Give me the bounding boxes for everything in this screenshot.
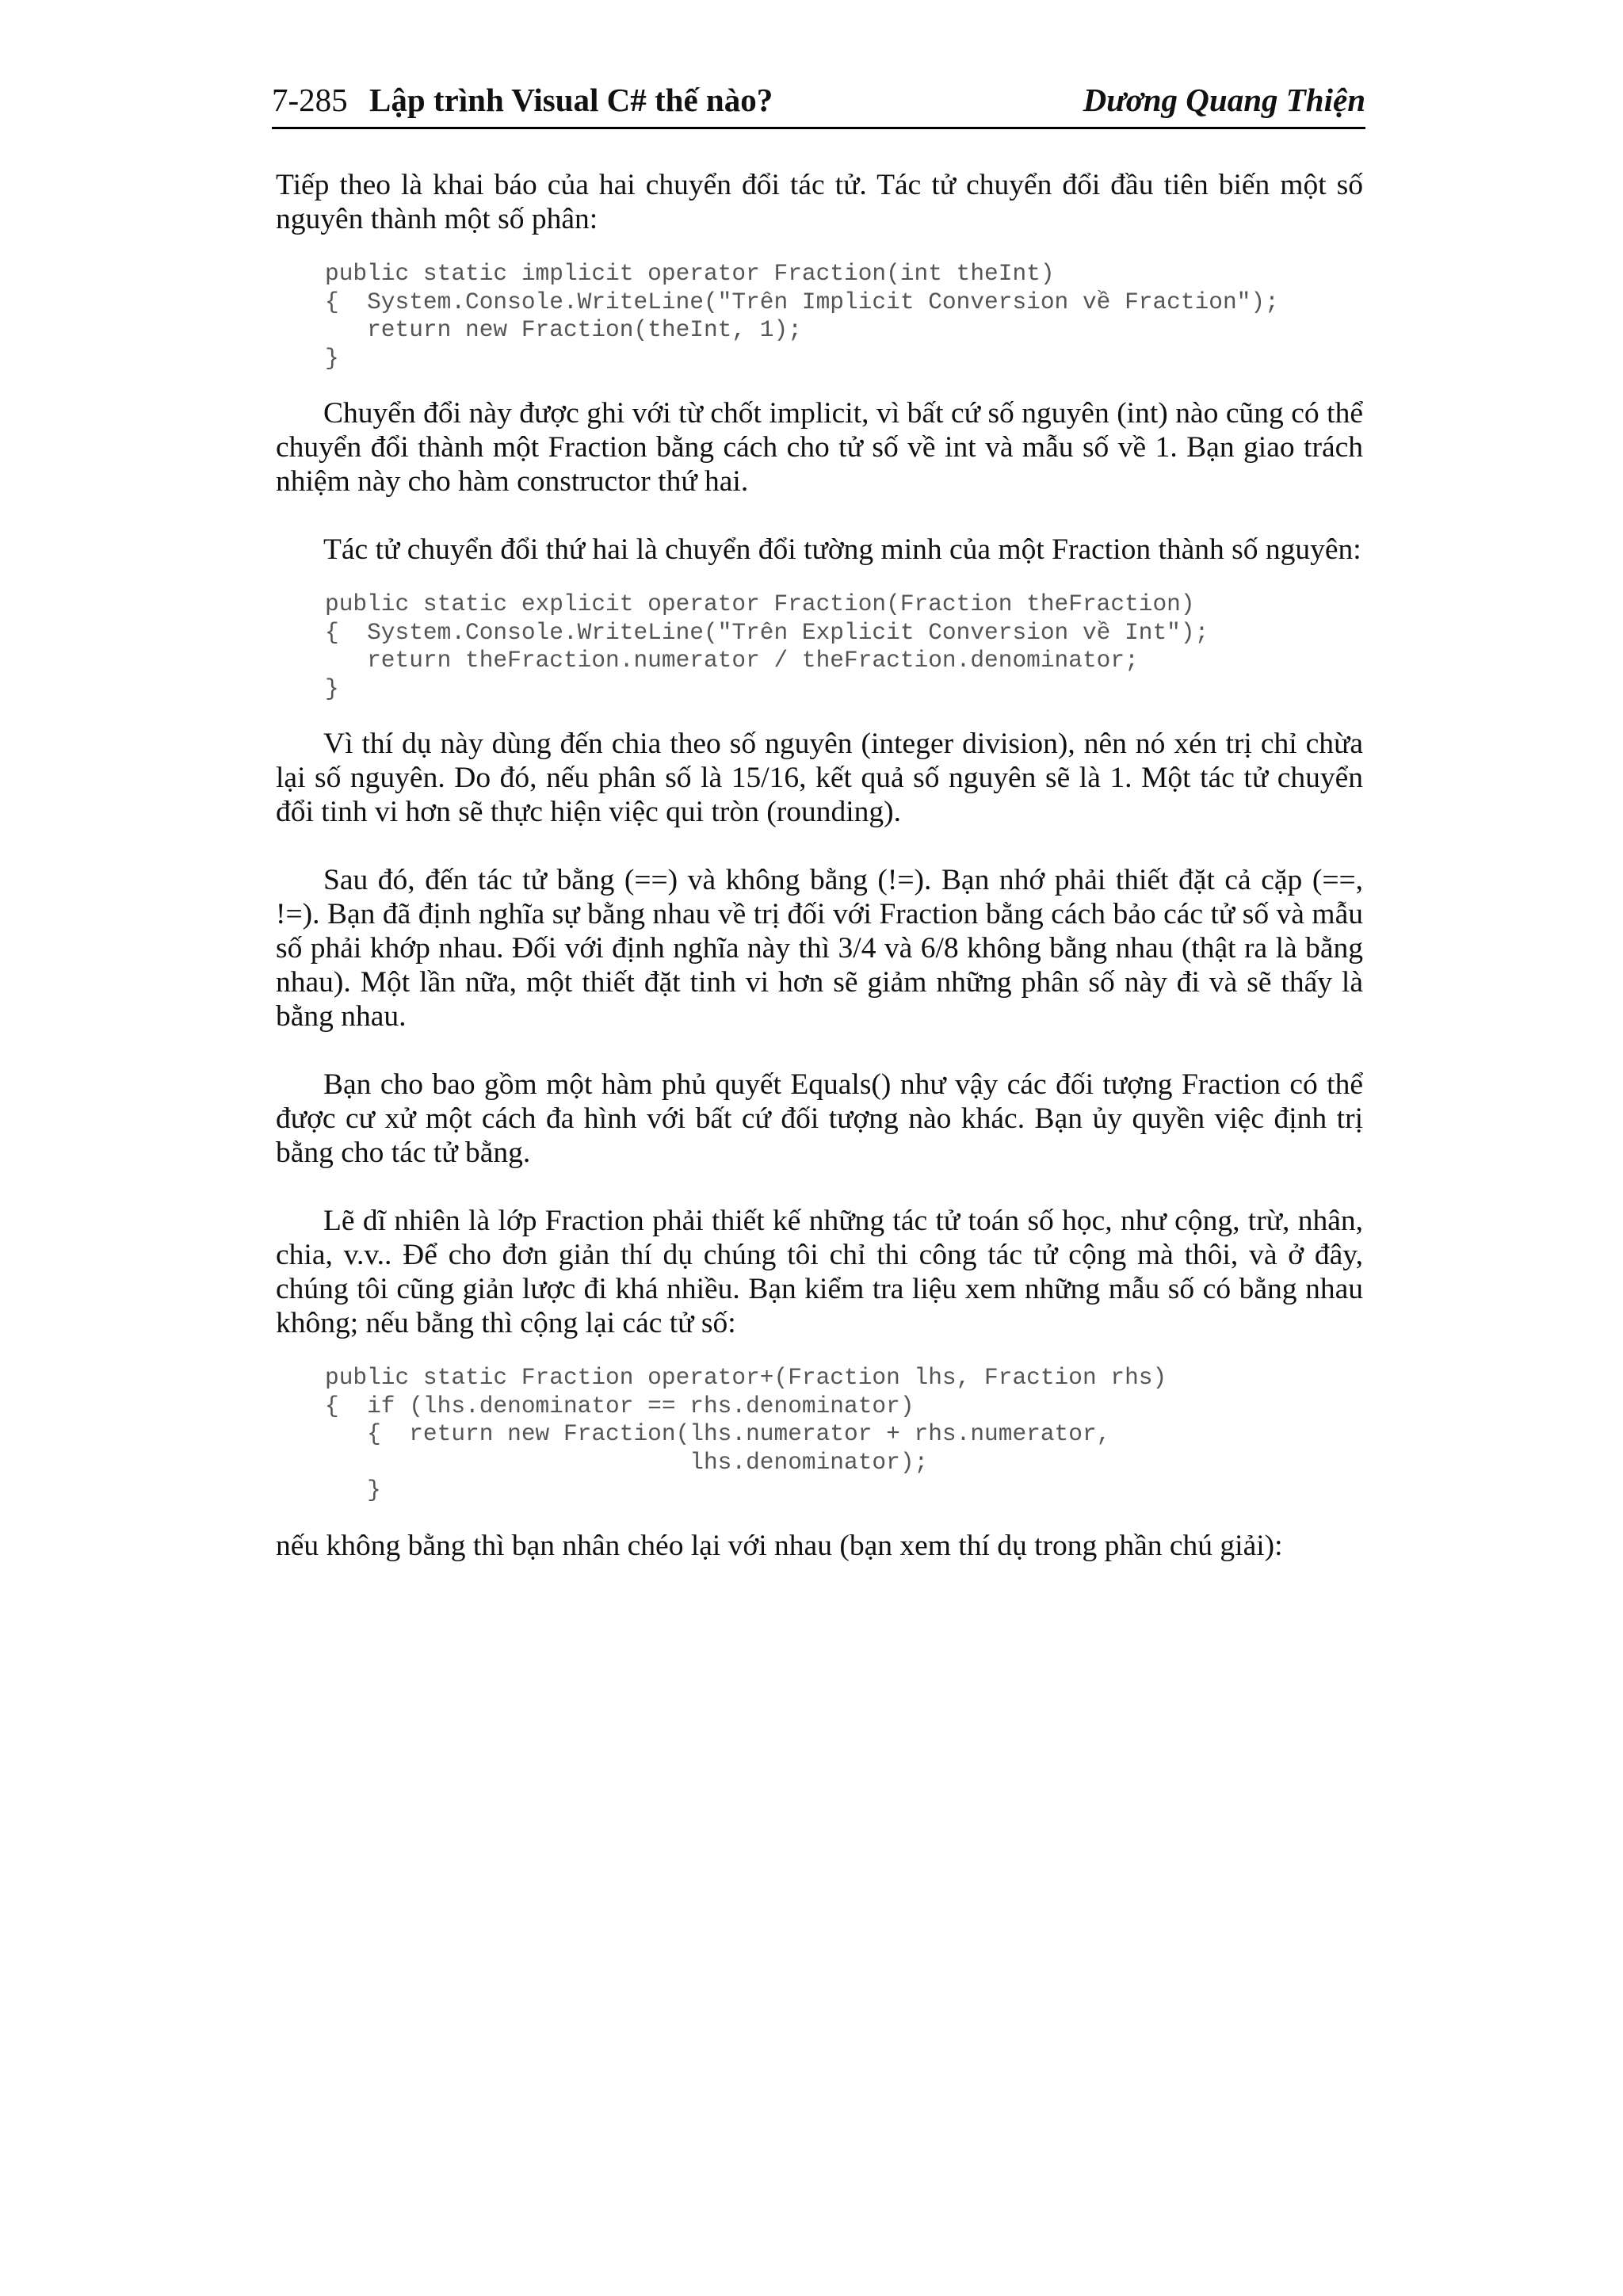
code-line: return new Fraction(theInt, 1);	[325, 316, 802, 343]
paragraph: Bạn cho bao gồm một hàm phủ quyết Equals() như vậy các đối tượng Fraction có thể được cư xử một cách đa hình với bất cứ đối tượng nào khác. Bạn ủy quyền việc định trị bằng cho tác tử bằng.	[276, 1068, 1363, 1169]
code-line: lhs.denominator);	[325, 1448, 929, 1476]
code-line: return theFraction.numerator / theFraction.denominator;	[325, 647, 1139, 674]
code-line: public static explicit operator Fraction(Fraction theFraction)	[325, 590, 1195, 617]
paragraph: nếu không bằng thì bạn nhân chéo lại với nhau (bạn xem thí dụ trong phần chú giải):	[276, 1529, 1283, 1562]
paragraph: Sau đó, đến tác tử bằng (==) và không bằng (!=). Bạn nhớ phải thiết đặt cả cặp (==, !=). Bạn đã định nghĩa sự bằng nhau về trị đối với Fraction bằng cách bảo các tử số và mẫu số phải khớp nhau. Đối với định nghĩa này thì 3/4 và 6/8 không bằng nhau (thật ra là bằng nhau). Một lần nữa, một thiết đặt tinh vi hơn sẽ giảm những phân số này đi và sẽ thấy là bằng nhau.	[276, 864, 1363, 1033]
page-number: 7-285	[272, 82, 348, 118]
code-block	[325, 590, 1363, 703]
author-name: Dương Quang Thiện	[1083, 82, 1365, 118]
book-title: Lập trình Visual C# thế nào?	[369, 82, 773, 118]
code-line: { System.Console.WriteLine("Trên Implicit Conversion về Fraction");	[325, 288, 1279, 315]
paragraph: Tác tử chuyển đổi thứ hai là chuyển đổi tường minh của một Fraction thành số nguyên:	[323, 533, 1361, 566]
code-line: }	[325, 344, 339, 372]
code-line: { if (lhs.denominator == rhs.denominator)	[325, 1392, 915, 1419]
code-line: }	[325, 674, 339, 702]
code-line: { System.Console.WriteLine("Trên Explicit Conversion về Int");	[325, 618, 1209, 646]
code-block	[325, 1364, 1363, 1505]
code-line: { return new Fraction(lhs.numerator + rhs.numerator,	[325, 1420, 1111, 1447]
page-header	[272, 79, 1365, 129]
paragraph: Lẽ dĩ nhiên là lớp Fraction phải thiết kế những tác tử toán số học, như cộng, trừ, nhân, chia, v.v.. Để cho đơn giản thí dụ chúng tôi chỉ thi công tác tử cộng mà thôi, và ở đây, chúng tôi cũng giản lược đi khá nhiều. Bạn kiểm tra liệu xem những mẫu số có bằng nhau không; nếu bằng thì cộng lại các tử số:	[276, 1205, 1363, 1339]
code-line: public static Fraction operator+(Fraction lhs, Fraction rhs)	[325, 1364, 1167, 1391]
page-body	[276, 168, 1363, 1563]
paragraph: Vì thí dụ này dùng đến chia theo số nguyên (integer division), nên nó xén trị chỉ chừa lại số nguyên. Do đó, nếu phân số là 15/16, kết quả số nguyên sẽ là 1. Một tác tử chuyển đổi tinh vi hơn sẽ thực hiện việc qui tròn (rounding).	[276, 728, 1363, 828]
paragraph: Chuyển đổi này được ghi với từ chốt implicit, vì bất cứ số nguyên (int) nào cũng có thể chuyển đổi thành một Fraction bằng cách cho tử số về int và mẫu số về 1. Bạn giao trách nhiệm này cho hàm constructor thứ hai.	[276, 397, 1363, 498]
code-line: public static implicit operator Fraction(int theInt)	[325, 260, 1055, 287]
code-line: }	[325, 1477, 381, 1503]
code-block	[325, 260, 1363, 372]
paragraph: Tiếp theo là khai báo của hai chuyển đổi tác tử. Tác tử chuyển đổi đầu tiên biến một số nguyên thành một số phân:	[276, 169, 1363, 235]
